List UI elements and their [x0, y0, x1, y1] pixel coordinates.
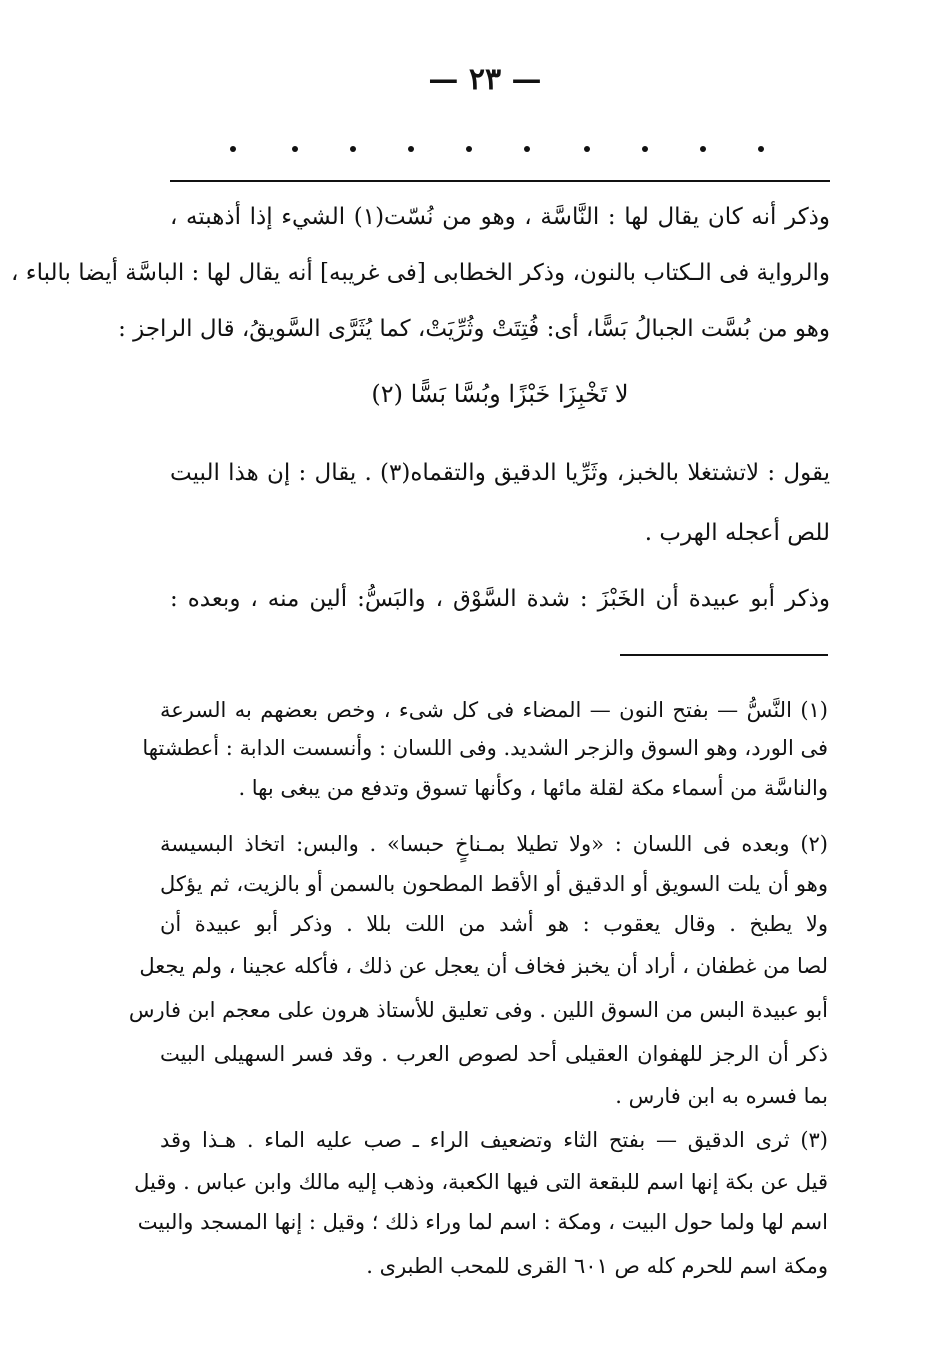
main-line: للص أعجله الهرب . [644, 520, 830, 546]
footnote-line: أبو عبيدة البس من السوق اللين . وفى تعليق للأستاذ هرون على معجم ابن فارس [128, 998, 828, 1022]
main-line: يقول : لاتشتغلا بالخبز، وثَرِّيا الدقيق والتقماه(٣) . يقال : إن هذا البيت [170, 460, 830, 486]
ornament-dot [408, 146, 414, 152]
ornament-dot [642, 146, 648, 152]
footnote-line: ذكر أن الرجز للهفوان العقيلى أحد لصوص العرب . وقد فسر السهيلى البيت [160, 1042, 828, 1066]
ornament-dot [350, 146, 356, 152]
ornament-dots-row [230, 146, 770, 166]
ornament-dot [700, 146, 706, 152]
ornament-dot [584, 146, 590, 152]
footnote-line: بما فسره به ابن فارس . [615, 1084, 828, 1108]
footnote-line: ولا يطبخ . وقال يعقوب : هو أشد من اللت بللا . وذكر أبو عبيدة أن [160, 912, 828, 936]
main-line: والرواية فى الـكتاب بالنون، وذكر الخطابى [فى غريبه] أنه يقال لها : الباسَّة أيضا بالباء ، [11, 260, 830, 286]
main-line: وذكر أبو عبيدة أن الخَبْزَ : شدة السَّوْق ، والبَسُّ: ألين منه ، وبعده : [170, 586, 830, 612]
footnote-line: (٢) وبعده فى اللسان : «ولا تطيلا بمـناخٍ حبسا» . والبس: اتخاذ البسيسة [160, 832, 828, 856]
footnote-separator [620, 654, 828, 656]
footnote-line: اسم لها ولما حول البيت ، ومكة : اسم لما وراء ذلك ؛ وقيل : إنها المسجد والبيت [137, 1210, 828, 1234]
ornament-dot [292, 146, 298, 152]
footnote-line: (١) النَّسُّ — بفتح النون — المضاء فى كل شىء ، وخص بعضهم به السرعة [160, 698, 828, 722]
poetry-verse: لا تَخْبِزَا خَبْزًا وبُسَّا بَسًّا (٢) [371, 380, 629, 408]
page-number: — ٢٣ — [428, 62, 542, 97]
footnote-line: والناسَّة من أسماء مكة لقلة مائها ، وكأنها تسوق وتدفع من يبغى بها . [238, 776, 828, 800]
main-line: وذكر أنه كان يقال لها : النَّاسَّة ، وهو من نُسّت(١) الشيء إذا أذهبته ، [170, 204, 830, 230]
footnote-line: ومكة اسم للحرم كله ص ٦٠١ القرى للمحب الطبرى . [366, 1254, 828, 1278]
footnote-line: (٣) ثرى الدقيق — بفتح الثاء وتضعيف الراء ـ صب عليه الماء . هـذا وقد [160, 1128, 828, 1152]
header-rule [170, 180, 830, 182]
ornament-dot [524, 146, 530, 152]
footnote-line: قيل عن بكة إنها اسم للبقعة التى فيها الكعبة، وذهب إليه مالك وابن عباس . وقيل [134, 1170, 828, 1194]
ornament-dot [230, 146, 236, 152]
main-line: وهو من بُسَّت الجبالُ بَسًّا، أى: فُتِتَتْ وثُرِّيَتْ، كما يُثَرَّى السَّويقُ، قال الراجز : [118, 316, 830, 342]
footnote-line: لصا من غطفان ، أراد أن يخبز فخاف أن يعجل عن ذلك ، فأكله عجينا ، ولم يجعل [139, 954, 828, 978]
ornament-dot [466, 146, 472, 152]
footnote-line: وهو أن يلت السويق أو الدقيق أو الأقط المطحون بالسمن أو بالزيت، ثم يؤكل [160, 872, 828, 896]
footnote-line: فى الورد، وهو السوق والزجر الشديد. وفى اللسان : وأنسست الدابة : أعطشتها [142, 736, 828, 760]
ornament-dot [758, 146, 764, 152]
